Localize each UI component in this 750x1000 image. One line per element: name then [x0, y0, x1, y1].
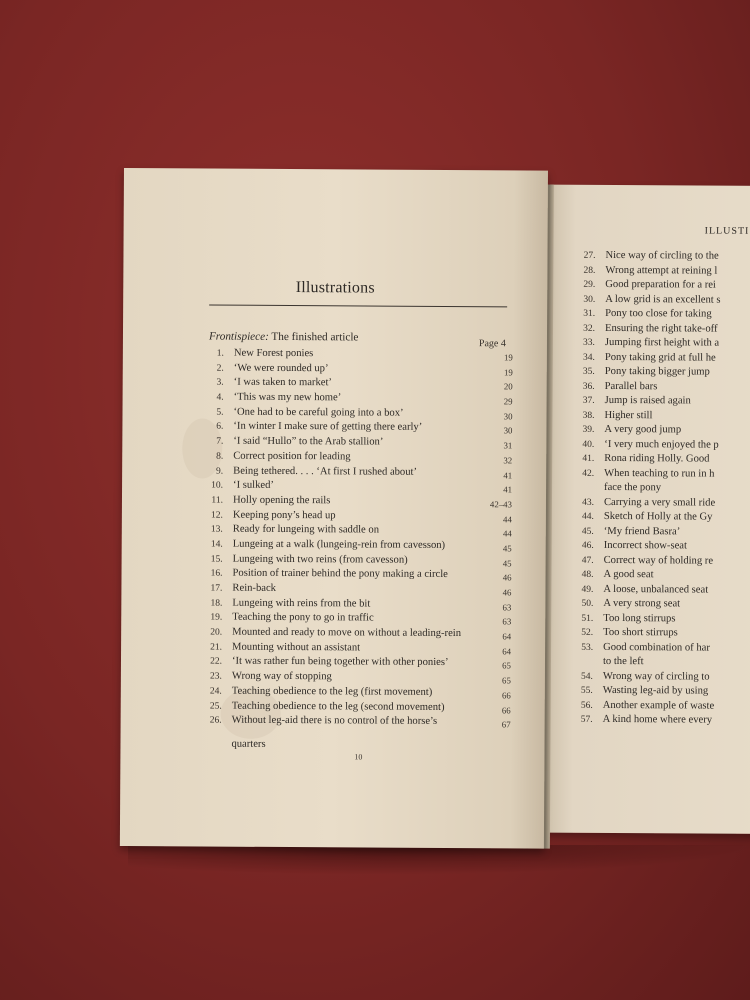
entry-page: 67 [501, 719, 511, 730]
list-item [567, 640, 750, 656]
entry-title: Pony too close for taking [605, 307, 712, 320]
entry-number: 49. [581, 584, 594, 595]
entry-number: 42. [582, 468, 595, 479]
entry-title: ‘We were rounded up’ [233, 362, 329, 374]
entry-page: 41 [503, 484, 513, 495]
list-item [569, 379, 750, 395]
entry-title: ‘My friend Basra’ [603, 525, 681, 537]
entry-number: 33. [583, 337, 595, 348]
entry-title: Pony taking bigger jump [604, 365, 710, 378]
entry-title: Good preparation for a rei [605, 278, 716, 291]
entry-number: 52. [581, 627, 594, 638]
entry-title: Rein-back [232, 582, 277, 594]
entry-title: A very strong seat [603, 597, 681, 610]
entry-title: Rona riding Holly. Good [604, 452, 710, 465]
entry-number: 46. [581, 540, 594, 551]
entry-title: A good seat [603, 568, 654, 581]
list-item [569, 365, 750, 381]
entry-title: Another example of waste [602, 699, 715, 712]
entry-page: 31 [503, 440, 513, 451]
entry-page: 46 [502, 587, 512, 598]
entry-title: ‘One had to be careful going into a box’ [233, 406, 404, 419]
entry-number: 50. [581, 598, 594, 609]
entry-title: Teaching the pony to go in traffic [232, 612, 374, 624]
entry-number: 19. [210, 612, 223, 623]
entry-number: 25. [209, 701, 222, 712]
list-item [567, 713, 750, 729]
entry-page: 64 [502, 631, 512, 642]
list-item [568, 452, 750, 468]
entry-continuation: quarters [231, 738, 266, 750]
list-item [568, 481, 750, 497]
entry-number: 39. [582, 424, 595, 435]
entry-title: Jump is raised again [604, 394, 691, 407]
right-illustration-list [567, 249, 750, 729]
entry-page: 45 [502, 557, 512, 568]
entry-title: Carrying a very small ride [603, 496, 716, 509]
list-item [567, 698, 750, 714]
entry-number: 35. [582, 366, 595, 377]
entry-title: ‘I said “Hullo” to the Arab stallion’ [233, 435, 384, 448]
entry-number: 32. [583, 323, 596, 334]
entry-number: 3. [216, 377, 224, 388]
entry-number: 40. [582, 439, 595, 450]
entry-title: Good combination of har [603, 641, 710, 654]
list-item [569, 394, 750, 410]
entry-title: Wasting leg-aid by using [602, 684, 709, 697]
entry-number: 4. [216, 392, 224, 403]
list-item [568, 539, 750, 555]
entry-page: 44 [503, 513, 512, 524]
page-title: Illustrations [295, 279, 375, 297]
entry-title: Being tethered. . . . ‘At first I rushed about’ [233, 465, 418, 478]
entry-title: Position of trainer behind the pony making a circle [232, 567, 448, 581]
entry-number: 15. [210, 554, 223, 565]
entry-page: 42–43 [489, 499, 512, 510]
right-page-heading: ILLUSTI [704, 225, 750, 237]
list-item [569, 336, 750, 352]
entry-title: Holly opening the rails [232, 494, 331, 507]
entry-title: ‘I very much enjoyed the p [604, 438, 719, 451]
page-label: Page 4 [478, 338, 506, 350]
entry-page: 45 [502, 543, 512, 554]
entry-title: A low grid is an excellent s [605, 293, 721, 306]
entry-title: ‘This was my new home’ [233, 391, 342, 404]
entry-title: Incorrect show-seat [603, 539, 687, 552]
entry-title: Correct way of holding re [603, 554, 714, 567]
entry-page: 30 [503, 411, 513, 422]
entry-number: 38. [582, 410, 595, 421]
list-item [567, 684, 750, 700]
list-item [569, 292, 750, 308]
entry-number: 9. [215, 466, 224, 477]
entry-number: 55. [580, 685, 593, 696]
entry-page: 64 [502, 646, 512, 657]
entry-title: Keeping pony’s head up [232, 509, 336, 521]
entry-page: 65 [502, 675, 511, 686]
entry-number: 30. [583, 294, 596, 305]
entry-page: 19 [504, 352, 513, 363]
entry-title: Mounted and ready to move on without a leading-rein [232, 626, 462, 640]
entry-page: 46 [502, 572, 512, 583]
entry-number: 44. [581, 511, 594, 522]
entry-title: Ensuring the right take-off [604, 322, 718, 335]
entry-title: Lungeing with two reins (from cavesson) [232, 553, 408, 566]
entry-number: 22. [210, 656, 223, 668]
entry-number: 41. [582, 453, 595, 464]
entry-number: 2. [216, 363, 224, 374]
entry-title: When teaching to run in h [604, 467, 715, 480]
entry-title: face the pony [604, 481, 662, 494]
entry-title: Mounting without an assistant [232, 641, 361, 654]
entry-number: 51. [581, 613, 594, 624]
list-item [567, 597, 750, 613]
entry-number: 8. [216, 451, 224, 462]
entry-title: ‘It was rather fun being together with other ponies’ [231, 656, 449, 669]
entry-number: 57. [580, 714, 593, 725]
list-item [567, 626, 750, 642]
list-item [568, 437, 750, 453]
entry-title: ‘I sulked’ [233, 479, 274, 492]
entry-title: Parallel bars [604, 380, 658, 392]
list-item [569, 278, 750, 294]
entry-page: 41 [503, 469, 513, 480]
entry-number: 28. [583, 265, 596, 276]
entry-number: 53. [581, 642, 594, 653]
entry-number: 20. [210, 627, 223, 638]
entry-title: Wrong attempt at reining l [605, 264, 718, 277]
entry-page: 32 [503, 455, 513, 466]
entry-page: 66 [501, 704, 511, 715]
entry-page: 63 [502, 616, 512, 627]
list-item [568, 553, 750, 569]
page-number: 10 [354, 752, 363, 762]
entry-page: 66 [501, 690, 511, 701]
entry-title: A kind home where every [602, 713, 713, 726]
list-item [569, 350, 750, 366]
entry-number: 37. [582, 395, 595, 406]
list-item [567, 669, 750, 685]
entry-page: 20 [503, 381, 513, 392]
entry-title: Jumping first height with a [604, 336, 720, 349]
list-item [567, 611, 750, 627]
entry-title: Pony taking grid at full he [604, 351, 716, 364]
entry-number: 13. [210, 524, 223, 535]
entry-title: Without leg-aid there is no control of the horse’s [231, 714, 438, 728]
entry-title: Wrong way of stopping [231, 670, 332, 683]
entry-number: 21. [210, 642, 223, 653]
entry-number: 11. [211, 495, 224, 506]
entry-title: Higher still [604, 409, 653, 421]
entry-title: Nice way of circling to the [605, 249, 719, 262]
entry-number: 5. [216, 407, 224, 418]
list-item [567, 568, 750, 584]
entry-number: 12. [210, 510, 223, 521]
entry-number: 31. [583, 308, 596, 319]
entry-page: 29 [503, 396, 513, 407]
entry-number: 10. [211, 480, 224, 491]
entry-number: 36. [582, 381, 595, 392]
entry-number: 16. [210, 568, 223, 579]
entry-title: Teaching obedience to the leg (first movement) [231, 685, 433, 698]
list-item [569, 249, 750, 265]
entry-title: Too long stirrups [603, 612, 676, 624]
list-item [568, 524, 750, 540]
entry-number: 26. [209, 715, 222, 726]
entry-number: 34. [582, 352, 595, 363]
list-item [569, 307, 750, 323]
list-item [569, 321, 750, 337]
left-page [120, 168, 548, 849]
entry-page: 44 [502, 528, 512, 539]
frontispiece-label: Frontispiece: [208, 330, 269, 343]
list-item [568, 423, 750, 439]
entry-number: 43. [582, 497, 594, 508]
entry-title: Correct position for leading [233, 450, 351, 463]
frontispiece-text: The finished article [271, 330, 359, 344]
entry-page: 63 [502, 602, 512, 613]
entry-number: 18. [210, 598, 223, 609]
entry-number: 54. [580, 671, 593, 682]
entry-number: 1. [216, 348, 224, 359]
entry-number: 7. [216, 436, 224, 447]
frontispiece-entry [209, 331, 359, 344]
entry-title: New Forest ponies [233, 347, 314, 360]
entry-title: Lungeing at a walk (lungeing-rein from cavesson) [232, 538, 446, 551]
entry-title: Lungeing with reins from the bit [232, 597, 371, 610]
list-item [568, 495, 750, 511]
list-item [197, 714, 517, 731]
entry-number: 23. [209, 671, 222, 682]
entry-title: to the left [602, 655, 644, 668]
entry-title: ‘In winter I make sure of getting there early’ [233, 421, 423, 434]
entry-number: 17. [210, 583, 223, 594]
title-rule [209, 305, 507, 308]
entry-title: Too short stirrups [603, 626, 678, 639]
entry-title: Sketch of Holly at the Gy [603, 510, 713, 523]
entry-number: 6. [216, 422, 224, 433]
entry-title: Teaching obedience to the leg (second movement) [231, 700, 445, 713]
entry-title: Wrong way of circling to [602, 670, 710, 683]
entry-number: 48. [581, 569, 594, 580]
right-page [546, 185, 750, 834]
entry-number: 27. [583, 250, 596, 261]
entry-number: 47. [581, 555, 594, 566]
list-item [568, 408, 750, 424]
entry-title: A very good jump [604, 423, 682, 436]
entry-title: Ready for lungeing with saddle on [232, 523, 380, 536]
left-illustration-list [197, 346, 519, 730]
list-item [568, 510, 750, 526]
entry-number: 56. [580, 700, 593, 711]
entry-page: 19 [503, 367, 513, 378]
entry-title: A loose, unbalanced seat [603, 583, 709, 596]
list-item [567, 655, 750, 671]
entry-number: 24. [209, 686, 222, 697]
entry-number: 29. [583, 279, 596, 290]
entry-page: 30 [503, 425, 513, 436]
entry-page: 65 [502, 660, 511, 671]
list-item [569, 263, 750, 279]
list-item [567, 582, 750, 598]
open-book [120, 168, 750, 852]
entry-title: ‘I was taken to market’ [233, 377, 332, 389]
entry-number: 14. [210, 539, 223, 550]
list-item [568, 466, 750, 482]
entry-number: 45. [581, 526, 594, 537]
